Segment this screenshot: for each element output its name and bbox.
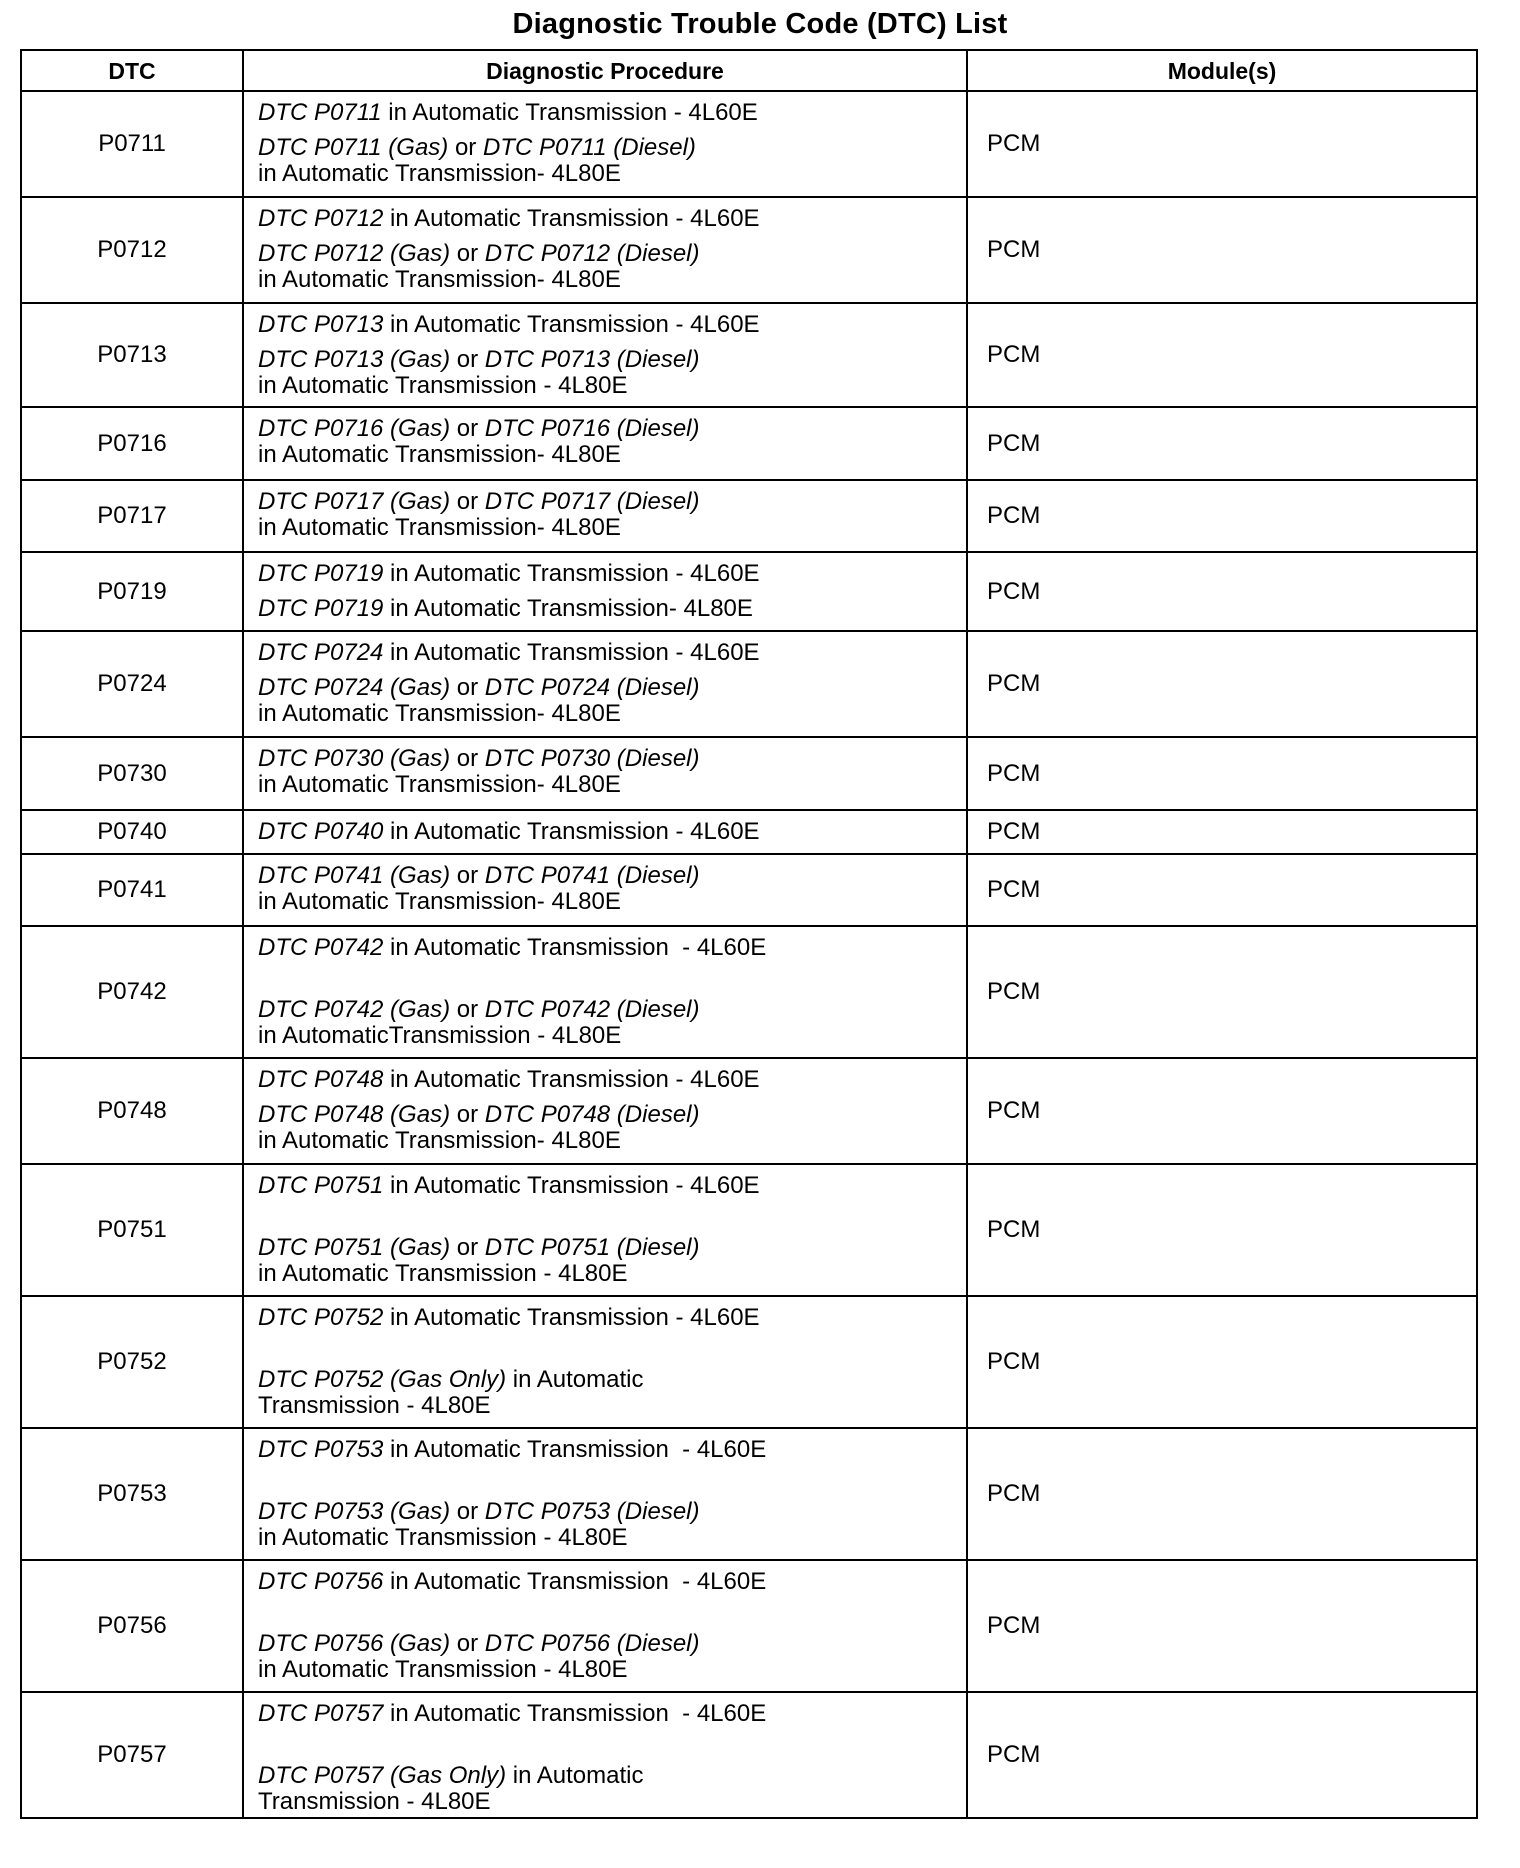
dtc-code: P0713	[21, 303, 243, 407]
procedure-line	[258, 100, 956, 126]
procedure-reference: DTC P0757 (Gas Only)	[258, 1762, 507, 1789]
procedure-text: in Automatic Transmission - 4L80E	[258, 1524, 628, 1551]
procedure-line	[258, 1023, 956, 1049]
diagnostic-procedure	[243, 480, 967, 552]
procedure-reference: DTC P0751	[258, 1172, 384, 1199]
diagnostic-procedure	[243, 1164, 967, 1296]
procedure-text: in Automatic Transmission - 4L60E	[383, 818, 760, 845]
procedure-line	[258, 1102, 956, 1128]
procedure-reference: DTC P0717 (Gas)	[258, 488, 451, 515]
procedure-reference: DTC P0753 (Gas)	[258, 1498, 451, 1525]
procedure-line	[258, 1305, 956, 1331]
procedure-text: in Automatic Transmission- 4L80E	[258, 1127, 621, 1154]
module: PCM	[967, 552, 1477, 631]
table-row	[21, 1058, 1477, 1164]
module: PCM	[967, 303, 1477, 407]
procedure-line	[258, 772, 956, 798]
procedure-line	[258, 863, 956, 889]
table-row	[21, 407, 1477, 480]
procedure-line	[258, 1525, 956, 1551]
procedure-reference: DTC P0753 (Diesel)	[484, 1498, 700, 1525]
module: PCM	[967, 197, 1477, 303]
procedure-text: or	[450, 745, 485, 772]
procedure-line	[258, 1657, 956, 1683]
module: PCM	[967, 91, 1477, 197]
procedure-reference: DTC P0742	[258, 934, 384, 961]
page-title: Diagnostic Trouble Code (DTC) List	[512, 8, 1008, 40]
module: PCM	[967, 1058, 1477, 1164]
procedure-line	[258, 241, 956, 267]
header-dtc: DTC	[21, 50, 243, 91]
procedure-text: or	[450, 346, 485, 373]
procedure-line	[258, 1763, 956, 1789]
dtc-code: P0742	[21, 926, 243, 1058]
procedure-line	[258, 442, 956, 468]
procedure-text: in Automatic Transmission - 4L60E	[383, 1436, 767, 1463]
procedure-line	[258, 1631, 956, 1657]
table-row	[21, 1428, 1477, 1560]
procedure-reference: DTC P0742 (Gas)	[258, 996, 451, 1023]
procedure-reference: DTC P0713 (Gas)	[258, 346, 451, 373]
procedure-text: in Automatic Transmission - 4L60E	[383, 560, 760, 587]
procedure-line	[258, 889, 956, 915]
procedure-reference: DTC P0752	[258, 1304, 384, 1331]
procedure-reference: DTC P0741 (Diesel)	[484, 862, 700, 889]
procedure-text: or	[450, 862, 485, 889]
procedure-text: in Automatic Transmission- 4L80E	[258, 160, 621, 187]
procedure-text: in Automatic Transmission- 4L80E	[258, 888, 621, 915]
procedure-line	[258, 373, 956, 399]
procedure-reference: DTC P0717 (Diesel)	[484, 488, 700, 515]
table-row	[21, 1560, 1477, 1692]
procedure-reference: DTC P0713 (Diesel)	[484, 346, 700, 373]
dtc-code: P0711	[21, 91, 243, 197]
procedure-reference: DTC P0757	[258, 1700, 384, 1727]
procedure-text: Transmission - 4L80E	[258, 1392, 491, 1419]
procedure-line	[258, 161, 956, 187]
procedure-line	[258, 1128, 956, 1154]
dtc-code: P0719	[21, 552, 243, 631]
procedure-reference: DTC P0748 (Gas)	[258, 1101, 451, 1128]
procedure-reference: DTC P0711 (Diesel)	[482, 134, 696, 161]
procedure-reference: DTC P0730 (Diesel)	[484, 745, 700, 772]
procedure-reference: DTC P0724 (Gas)	[258, 674, 451, 701]
procedure-text: in AutomaticTransmission - 4L80E	[258, 1022, 622, 1049]
procedure-reference: DTC P0712	[258, 205, 384, 232]
procedure-line	[258, 819, 956, 845]
procedure-text: in Automatic Transmission - 4L60E	[381, 99, 758, 126]
procedure-text: or	[450, 240, 485, 267]
procedure-reference: DTC P0753	[258, 1436, 384, 1463]
procedure-reference: DTC P0724 (Diesel)	[484, 674, 700, 701]
procedure-reference: DTC P0751 (Diesel)	[484, 1234, 700, 1261]
procedure-line	[258, 561, 956, 587]
dtc-code: P0741	[21, 854, 243, 926]
diagnostic-procedure	[243, 810, 967, 854]
diagnostic-procedure	[243, 926, 967, 1058]
module: PCM	[967, 1164, 1477, 1296]
procedure-reference: DTC P0712 (Diesel)	[484, 240, 700, 267]
procedure-text: in Automatic Transmission- 4L80E	[383, 595, 753, 622]
procedure-line	[258, 1701, 956, 1727]
header-diagnostic-procedure: Diagnostic Procedure	[243, 50, 967, 91]
procedure-reference: DTC P0751 (Gas)	[258, 1234, 451, 1261]
procedure-text: or	[450, 488, 485, 515]
procedure-line	[258, 1569, 956, 1595]
table-row	[21, 197, 1477, 303]
procedure-text: in Automatic Transmission - 4L60E	[383, 1304, 760, 1331]
table-row	[21, 1164, 1477, 1296]
table-row	[21, 303, 1477, 407]
procedure-text: or	[450, 674, 485, 701]
dtc-code: P0751	[21, 1164, 243, 1296]
procedure-reference: DTC P0748 (Diesel)	[484, 1101, 700, 1128]
module: PCM	[967, 737, 1477, 810]
procedure-reference: DTC P0752 (Gas Only)	[258, 1366, 507, 1393]
dtc-code: P0740	[21, 810, 243, 854]
procedure-line	[258, 267, 956, 293]
procedure-text: in Automatic Transmission- 4L80E	[258, 441, 621, 468]
diagnostic-procedure	[243, 737, 967, 810]
procedure-text: in Automatic Transmission - 4L60E	[383, 1700, 767, 1727]
diagnostic-procedure	[243, 407, 967, 480]
module: PCM	[967, 1692, 1477, 1818]
procedure-line	[258, 1173, 956, 1199]
procedure-text: in Automatic Transmission - 4L60E	[383, 205, 760, 232]
procedure-text: in Automatic Transmission - 4L80E	[258, 1656, 628, 1683]
procedure-line	[258, 312, 956, 338]
procedure-line	[258, 997, 956, 1023]
procedure-reference: DTC P0719	[258, 560, 384, 587]
procedure-line	[258, 347, 956, 373]
procedure-reference: DTC P0716 (Gas)	[258, 415, 451, 442]
module: PCM	[967, 854, 1477, 926]
dtc-code: P0753	[21, 1428, 243, 1560]
procedure-text: in Automatic Transmission - 4L60E	[383, 639, 760, 666]
table-row	[21, 91, 1477, 197]
procedure-reference: DTC P0716 (Diesel)	[484, 415, 700, 442]
diagnostic-procedure	[243, 1428, 967, 1560]
procedure-text: in Automatic Transmission- 4L80E	[258, 700, 621, 727]
table-row	[21, 854, 1477, 926]
module: PCM	[967, 1428, 1477, 1560]
procedure-reference: DTC P0711 (Gas)	[258, 134, 449, 161]
dtc-code: P0757	[21, 1692, 243, 1818]
procedure-text: in Automatic	[506, 1366, 644, 1393]
module: PCM	[967, 1296, 1477, 1428]
procedure-reference: DTC P0711	[258, 99, 382, 126]
table-body	[21, 91, 1477, 1818]
procedure-text: in Automatic Transmission- 4L80E	[258, 771, 621, 798]
procedure-text: or	[450, 996, 485, 1023]
table-row	[21, 1692, 1477, 1818]
dtc-code: P0730	[21, 737, 243, 810]
table-row	[21, 926, 1477, 1058]
table-row	[21, 480, 1477, 552]
diagnostic-procedure	[243, 1296, 967, 1428]
dtc-code: P0752	[21, 1296, 243, 1428]
diagnostic-procedure	[243, 1058, 967, 1164]
table-row	[21, 552, 1477, 631]
procedure-line	[258, 1789, 956, 1815]
procedure-reference: DTC P0756	[258, 1568, 384, 1595]
procedure-reference: DTC P0724	[258, 639, 384, 666]
procedure-reference: DTC P0719	[258, 595, 384, 622]
procedure-text: or	[450, 1630, 485, 1657]
procedure-line	[258, 1437, 956, 1463]
procedure-reference: DTC P0741 (Gas)	[258, 862, 451, 889]
procedure-text: in Automatic Transmission- 4L80E	[258, 514, 621, 541]
module: PCM	[967, 407, 1477, 480]
procedure-line	[258, 1499, 956, 1525]
module: PCM	[967, 480, 1477, 552]
procedure-line	[258, 206, 956, 232]
procedure-text: in Automatic Transmission- 4L80E	[258, 266, 621, 293]
diagnostic-procedure	[243, 552, 967, 631]
dtc-code: P0712	[21, 197, 243, 303]
procedure-line	[258, 675, 956, 701]
module: PCM	[967, 1560, 1477, 1692]
procedure-text: or	[450, 1101, 485, 1128]
procedure-line	[258, 746, 956, 772]
dtc-code: P0756	[21, 1560, 243, 1692]
procedure-line	[258, 640, 956, 666]
procedure-reference: DTC P0713	[258, 311, 384, 338]
procedure-text: Transmission - 4L80E	[258, 1788, 491, 1815]
header-modules: Module(s)	[967, 50, 1477, 91]
diagnostic-procedure	[243, 1560, 967, 1692]
procedure-line	[258, 1067, 956, 1093]
procedure-text: or	[448, 134, 483, 161]
procedure-text: or	[450, 415, 485, 442]
procedure-line	[258, 1367, 956, 1393]
procedure-reference: DTC P0756 (Diesel)	[484, 1630, 700, 1657]
procedure-reference: DTC P0748	[258, 1066, 384, 1093]
procedure-text: in Automatic Transmission - 4L80E	[258, 1260, 628, 1287]
dtc-code: P0724	[21, 631, 243, 737]
procedure-line	[258, 489, 956, 515]
procedure-line	[258, 416, 956, 442]
dtc-table	[20, 49, 1478, 1819]
procedure-text: in Automatic Transmission - 4L60E	[383, 1066, 760, 1093]
procedure-line	[258, 935, 956, 961]
procedure-reference: DTC P0712 (Gas)	[258, 240, 451, 267]
procedure-line	[258, 1261, 956, 1287]
procedure-reference: DTC P0742 (Diesel)	[484, 996, 700, 1023]
table-row	[21, 810, 1477, 854]
diagnostic-procedure	[243, 303, 967, 407]
table-row	[21, 737, 1477, 810]
dtc-code: P0748	[21, 1058, 243, 1164]
procedure-line	[258, 515, 956, 541]
procedure-text: in Automatic Transmission - 4L60E	[383, 1172, 760, 1199]
procedure-text: in Automatic Transmission - 4L60E	[383, 1568, 767, 1595]
table-header-row	[21, 50, 1477, 91]
procedure-reference: DTC P0730 (Gas)	[258, 745, 451, 772]
procedure-line	[258, 135, 956, 161]
dtc-code: P0716	[21, 407, 243, 480]
diagnostic-procedure	[243, 854, 967, 926]
dtc-code: P0717	[21, 480, 243, 552]
procedure-reference: DTC P0756 (Gas)	[258, 1630, 451, 1657]
module: PCM	[967, 810, 1477, 854]
table-row	[21, 1296, 1477, 1428]
procedure-text: in Automatic Transmission - 4L60E	[383, 311, 760, 338]
procedure-text: in Automatic	[506, 1762, 644, 1789]
diagnostic-procedure	[243, 631, 967, 737]
procedure-line	[258, 596, 956, 622]
diagnostic-procedure	[243, 1692, 967, 1818]
table-row	[21, 631, 1477, 737]
diagnostic-procedure	[243, 91, 967, 197]
procedure-reference: DTC P0740	[258, 818, 384, 845]
procedure-text: or	[450, 1234, 485, 1261]
procedure-text: in Automatic Transmission - 4L60E	[383, 934, 767, 961]
procedure-line	[258, 1393, 956, 1419]
procedure-line	[258, 1235, 956, 1261]
procedure-text: or	[450, 1498, 485, 1525]
procedure-line	[258, 701, 956, 727]
module: PCM	[967, 631, 1477, 737]
procedure-text: in Automatic Transmission - 4L80E	[258, 372, 628, 399]
diagnostic-procedure	[243, 197, 967, 303]
module: PCM	[967, 926, 1477, 1058]
